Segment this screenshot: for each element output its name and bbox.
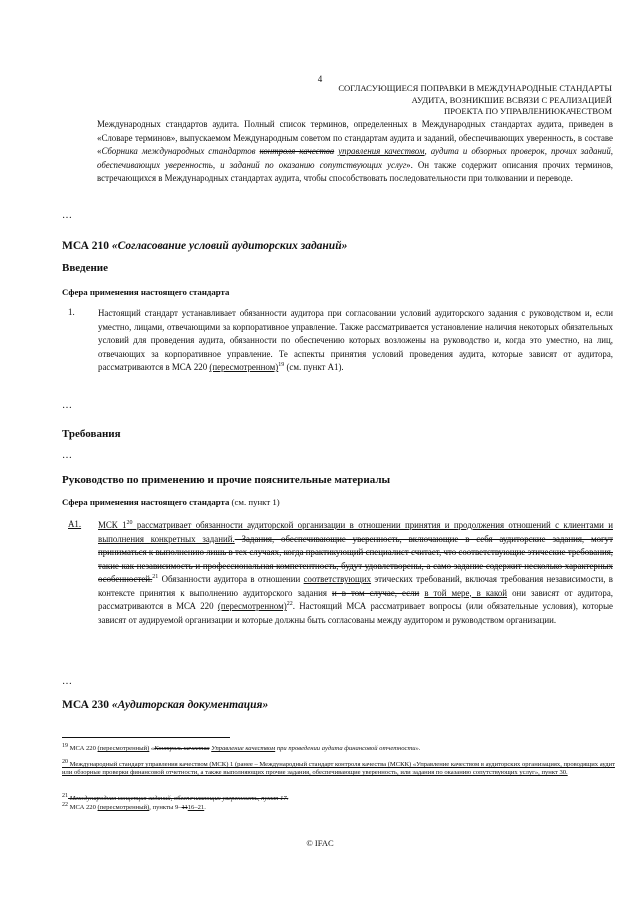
a1-text: Обязанности аудитора в отношении (158, 574, 304, 584)
intro-italic: Сборника международных стандартов (101, 146, 260, 156)
footnote-21 (62, 792, 618, 803)
footnote-number: 20 (62, 758, 68, 765)
deleted-text: Задания, обеспечивающие уверенность, включающие в себя аудиторские задания, могут приниматься к выполнению лишь в тех случаях, когда практикующий специалист считает, что соответствующие этические требования, такие как независимость и профессиональная компетентность, будут удовлетворены, а само задание содержит несколько характерных особенностей. (98, 533, 613, 584)
inserted-text: Управление качеством (211, 745, 276, 752)
paragraph-number: А1. (68, 519, 82, 529)
footnote-text: . (204, 804, 206, 811)
deleted-text: 11 (181, 804, 188, 811)
a1-text: . Настоящий МСА рассматривает вопросы (или обязательные условия), которые зависят от аудируемой организации и которые должны быть согласованы между аудитором и руководством организации. (98, 601, 613, 625)
requirements-heading: Требования (62, 428, 121, 440)
paragraph-number: 1. (68, 307, 75, 317)
inserted-text: управления качеством (338, 146, 425, 156)
footnote-ref: 19 (278, 362, 285, 369)
inserted-text: (пересмотренный) (97, 804, 150, 811)
footnote-number: 21 (62, 792, 68, 799)
paragraph-1 (98, 307, 613, 375)
paragraph-a1 (98, 519, 613, 627)
scope-heading-text: Сфера применения настоящего стандарта (62, 497, 230, 507)
isa230-heading (62, 699, 268, 711)
ellipsis: … (62, 450, 72, 461)
standard-code: МСА 230 (62, 699, 110, 711)
page-number: 4 (317, 74, 323, 84)
inserted-text: соответствующих (303, 574, 372, 584)
inserted-text: (пересмотренном) (217, 601, 287, 611)
running-head (252, 83, 612, 118)
a1-text: МСК 1 (98, 520, 127, 530)
running-head-line: ПРОЕКТА ПО УПРАВЛЕНИЮКАЧЕСТВОМ (444, 106, 612, 116)
footnote-ref: 21 (152, 574, 159, 581)
copyright: © IFAC (306, 838, 334, 848)
a1-text: рассматривает обязанности аудиторской организации в отношении принятия и продолжения отношений с клиентами и выполнения конкретных заданий. (98, 520, 613, 544)
running-head-line: АУДИТА, ВОЗНИКШИЕ ВСВЯЗИ С РЕАЛИЗАЦИЕЙ (411, 94, 612, 105)
footnote-20 (62, 758, 618, 777)
footnote-text: при проведении аудита финансовой отчетности». (275, 745, 421, 752)
footnote-text: МСА 220 (68, 745, 98, 752)
inserted-text: (пересмотренный) (97, 745, 150, 752)
scope-reference: (см. пункт 1) (229, 497, 280, 507)
ellipsis: … (62, 400, 72, 411)
footnote-rule (62, 737, 230, 738)
standard-title: «Согласование условий аудиторских заданий» (111, 240, 348, 252)
deleted-text: и в том случае, если (331, 587, 420, 598)
footnote-text: МСА 220 (68, 804, 98, 811)
deleted-text: Международная концепция заданий, обеспечивающих уверенность, пункт 17. (68, 795, 289, 802)
footnote-22 (62, 801, 618, 812)
intro-text: Международных стандартов аудита. Полный список терминов, определенных в Международных стандартах аудита, приведен в «Словаре терминов», выпускаемом Международным советом по стандартам аудита и заданий, обеспечивающих уверенность, в составе « (97, 119, 613, 156)
footnote-number: 22 (62, 801, 68, 808)
standard-code: МСА 210 (62, 240, 110, 252)
paragraph-text: (см. пункт А1). (284, 362, 344, 372)
intro-paragraph (97, 118, 613, 186)
a1-text: этических требований, включая требования независимости, в контексте принятия к выполнению аудиторского задания (98, 574, 613, 598)
a1-text: они зависят от аудитора, рассматриваются в МСА 220 (98, 587, 613, 611)
intro-heading: Введение (62, 262, 109, 274)
ellipsis: … (62, 676, 72, 687)
footnote-text: « (149, 745, 155, 752)
isa210-heading (62, 240, 347, 252)
footnote-text: , пункты 9– (149, 804, 182, 811)
scope-heading: Сфера применения настоящего стандарта (62, 287, 230, 297)
footnote-ref: 20 (126, 520, 133, 527)
ellipsis: … (62, 210, 72, 221)
deleted-text: контроля качества (259, 146, 335, 156)
inserted-text: (пересмотренном) (209, 362, 279, 372)
intro-text: ». Он также содержит описания прочих терминов, встречающихся в Международных стандартах аудита, чтобы способствовать последовательности при толковании и переводе. (97, 159, 613, 183)
footnote-19 (62, 742, 618, 753)
footnote-text: Международный стандарт управления качеством (МСК) 1 (ранее – Международный стандарт контроля качества (МСКК) «Управление качеством в аудиторских организациях, проводящих аудит или обзорные проверки финансовой отчетности, а также выполняющих прочие задания, обеспечивающие уверенность, или задания по оказанию сопутствующих услуг», пункт 30. (62, 761, 615, 777)
footnote-ref: 22 (286, 601, 293, 608)
deleted-text: Контроль качества (154, 745, 210, 752)
guidance-heading: Руководство по применению и прочие пояснительные материалы (62, 474, 391, 486)
scope-heading-2 (62, 497, 280, 507)
intro-italic: , аудита и обзорных проверок, прочих заданий, обеспечивающих уверенность, и заданий по оказанию сопутствующих услуг (97, 146, 613, 170)
standard-title: «Аудиторская документация» (111, 699, 269, 711)
running-head-line: СОГЛАСУЮЩИЕСЯ ПОПРАВКИ В МЕЖДУНАРОДНЫЕ СТАНДАРТЫ (338, 83, 612, 93)
paragraph-text: Настоящий стандарт устанавливает обязанности аудитора при согласовании условий аудиторского задания с руководством и, если уместно, лицами, отвечающими за корпоративное управление. Также рассматривается установление наличия некоторых обязательных условий для проведения аудита, обязанности по обеспечению которых возложены на руководство и, когда это уместно, на лиц, отвечающих за корпоративное управление. Те аспекты принятия условий проведения аудита, которые зависят от аудитора, рассматриваются в МСА 220 (98, 308, 613, 372)
footnote-number: 19 (62, 742, 68, 749)
inserted-text: в той мере, в какой (424, 587, 508, 598)
inserted-text: 16–21 (187, 804, 205, 811)
